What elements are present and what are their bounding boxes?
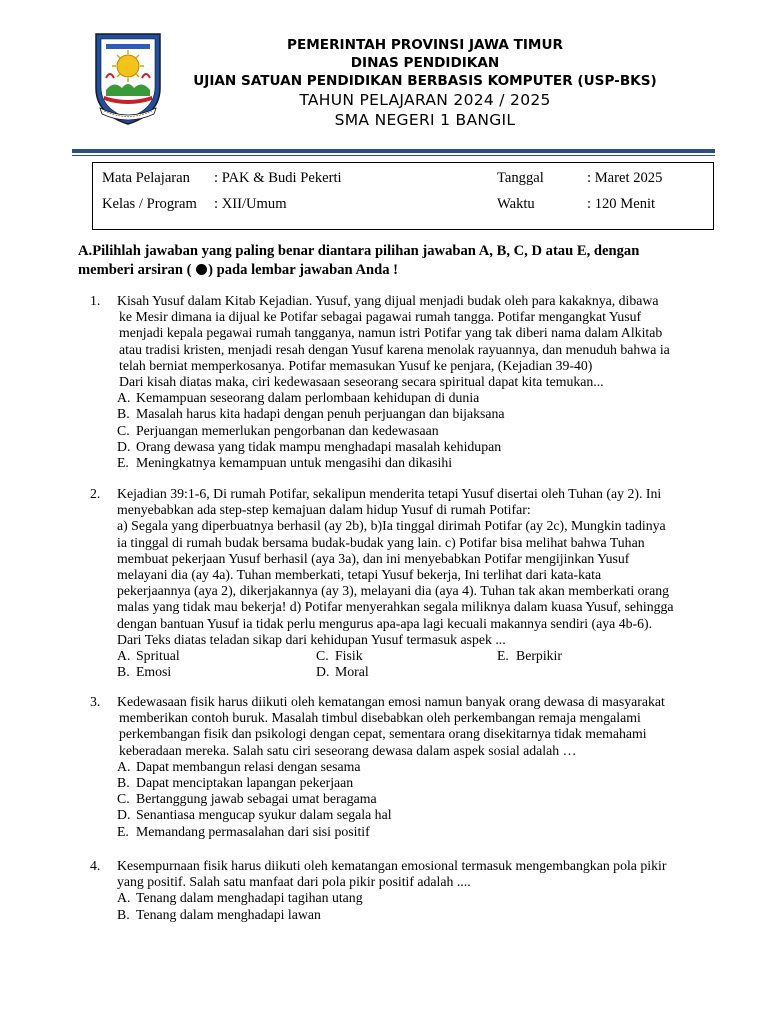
question-text-line: Dari kisah diatas maka, ciri kedewasaan seseorang secara spiritual dapat kita temukan... — [119, 374, 604, 390]
instruction-line-1: A.Pilihlah jawaban yang paling benar diantara pilihan jawaban A, B, C, D atau E, dengan — [78, 243, 640, 259]
answer-option-c — [316, 648, 363, 664]
answer-option-b — [117, 907, 707, 923]
question-text-line: melayani dia (ay 4a). Tuhan memberkati, tetapi Yusuf bekerja, Ini terlihat dari kata-kata — [117, 567, 602, 583]
question-text-line: memberikan contoh buruk. Masalah timbul disebabkan oleh perkembangan remaja mengalami — [119, 710, 641, 726]
question-text-line: malas yang tidak mau bekerja! d) Potifar menyerahkan segala miliknya dalam kuasa Yusuf, sehingga — [117, 599, 674, 615]
answer-option-b — [117, 664, 172, 680]
exam-title: UJIAN SATUAN PENDIDIKAN BERBASIS KOMPUTER (USP-BKS) — [193, 73, 657, 89]
department-title: DINAS PENDIDIKAN — [350, 55, 500, 71]
question-text-line: Kejadian 39:1-6, Di rumah Potifar, sekalipun menderita tetapi Yusuf disertai oleh Tuhan (ay 2). Ini — [117, 486, 662, 501]
answer-option-c — [117, 423, 707, 439]
question-text-line: ke Mesir dimana ia dijual ke Potifar sebagai pagawai rumah tangga. Potifar mengangkat Yusuf — [119, 309, 642, 325]
answer-options-row-2 — [117, 664, 707, 680]
school-name: SMA NEGERI 1 BANGIL — [334, 111, 516, 129]
option-letter: C. — [316, 648, 329, 664]
header-divider-thick — [72, 149, 715, 153]
question-text-line: telah berniat memperkosanya. Potifar memasukan Yusuf ke penjara, (Kejadian 39-40) — [119, 357, 593, 373]
question-text-line: menyebabkan ada step-step kemajuan dalam hidup Yusuf di rumah Potifar: — [117, 502, 531, 518]
answer-options-row-1 — [117, 648, 707, 664]
subject-label: Mata Pelajaran — [102, 170, 190, 186]
option-letter: B. — [117, 406, 130, 422]
option-text: Berpikir — [516, 648, 562, 664]
option-text: Bertanggung jawab sebagai umat beragama — [136, 791, 377, 807]
option-letter: D. — [117, 438, 131, 454]
time-value: : 120 Menit — [587, 196, 656, 212]
question-number: 2. — [90, 486, 101, 501]
answer-option-d — [117, 807, 707, 823]
option-letter: C. — [117, 791, 130, 807]
option-letter: B. — [117, 775, 130, 791]
option-letter: D. — [117, 807, 131, 823]
header-divider-thin — [72, 155, 715, 156]
option-letter: E. — [117, 823, 129, 839]
option-text: Moral — [335, 664, 369, 680]
option-letter: E. — [497, 648, 509, 664]
option-text: Senantiasa mengucap syukur dalam segala hal — [136, 807, 392, 823]
option-text: Memandang permasalahan dari sisi positif — [136, 823, 370, 839]
instruction-line-2 — [78, 261, 698, 280]
option-text: Kemampuan seseorang dalam perlombaan kehidupan di dunia — [136, 390, 480, 406]
question-text-line: yang positif. Salah satu manfaat dari pola pikir positif adalah .... — [117, 874, 471, 890]
option-letter: A. — [117, 648, 131, 664]
option-text: Meningkatnya kemampuan untuk mengasihi dan dikasihi — [136, 455, 453, 471]
exam-info-box — [92, 162, 714, 230]
question-number: 3. — [90, 694, 101, 709]
instruction-text-after: ) pada lembar jawaban Anda ! — [208, 262, 399, 278]
question-text-line: membuat pekerjaan Yusuf berhasil (aya 3a), dan ini menyebabkan Potifar mengijinkan Yusuf — [117, 550, 630, 566]
question-text-line: perkembangan fisik dan psikologi dengan cepat, sementara orang disekitarnya tidak memahami — [119, 726, 647, 742]
answer-option-a — [117, 390, 707, 406]
question-text-line: Kesempurnaan fisik harus diikuti oleh kematangan emosional termasuk mengembangkan pola pikir — [117, 858, 667, 873]
answer-option-a — [117, 648, 180, 664]
option-letter: B. — [117, 906, 130, 922]
answer-option-e — [497, 648, 562, 664]
subject-value: : PAK & Budi Pekerti — [214, 170, 342, 186]
class-value: : XII/Umum — [214, 196, 287, 212]
answer-option-d — [117, 439, 707, 455]
question-text-line: Kisah Yusuf dalam Kitab Kejadian. Yusuf, yang dijual menjadi budak oleh para kakaknya, dibawa — [117, 293, 659, 308]
section-instruction — [78, 242, 698, 280]
option-letter: C. — [117, 422, 130, 438]
question-text-line: atau tradisi kristen, menjadi resah dengan Yusuf karena menolak rayuannya, dan menuduh bahwa ia — [119, 341, 670, 357]
option-text: Tenang dalam menghadapi lawan — [136, 906, 321, 922]
answer-option-a — [117, 759, 707, 775]
time-label: Waktu — [497, 196, 535, 212]
filled-circle-icon — [196, 264, 207, 275]
answer-option-b — [117, 775, 707, 791]
option-text: Spritual — [136, 648, 180, 664]
question-text-line: Kedewasaan fisik harus diikuti oleh kematangan emosi namun banyak orang dewasa di masyarakat — [117, 694, 665, 709]
date-value: : Maret 2025 — [587, 170, 663, 186]
answer-option-e — [117, 455, 707, 471]
question-number: 4. — [90, 858, 101, 873]
question-number: 1. — [90, 293, 101, 308]
question-text-line: dengan bantuan Yusuf ia tidak perlu mengurus apa-apa lagi kecuali makannya sendiri (aya 4b-6). — [117, 615, 653, 631]
option-text: Emosi — [136, 664, 172, 680]
option-letter: A. — [117, 390, 131, 406]
academic-year: TAHUN PELAJARAN 2024 / 2025 — [299, 91, 551, 109]
option-text: Fisik — [335, 648, 363, 664]
option-text: Masalah harus kita hadapi dengan penuh perjuangan dan bijaksana — [136, 406, 505, 422]
option-letter: A. — [117, 758, 131, 774]
answer-option-e — [117, 824, 707, 840]
option-letter: B. — [117, 664, 130, 680]
question-text-line: ia tinggal di rumah budak bersama budak-budak yang lain. c) Potifar bisa melihat bahwa Tuhan — [117, 534, 645, 550]
question-text-line: keberadaan mereka. Salah satu ciri seseorang dewasa dalam aspek sosial adalah … — [119, 742, 577, 758]
option-text: Dapat menciptakan lapangan pekerjaan — [136, 775, 354, 791]
question-text-line: Dari Teks diatas teladan sikap dari kehidupan Yusuf termasuk aspek ... — [117, 631, 506, 647]
option-letter: A. — [117, 890, 131, 906]
option-text: Tenang dalam menghadapi tagihan utang — [136, 890, 363, 906]
letterhead — [170, 36, 680, 130]
answer-option-c — [117, 791, 707, 807]
question-text-line: menjadi kepala pegawai rumah tangganya, namun istri Potifar yang tak diberi nama dalam Alkitab — [119, 325, 663, 341]
answer-option-b — [117, 406, 707, 422]
question-text-line: a) Segala yang diperbuatnya berhasil (ay 2b), b)Ia tinggal dirimah Potifar (ay 2c), Mungkin tadinya — [117, 518, 666, 534]
date-label: Tanggal — [497, 170, 544, 186]
province-emblem-logo — [92, 30, 164, 126]
question-text-line: pekerjaannya (aya 2), dikerjakannya (ay 3), melayani dia (aya 4). Tuhan tak akan memberkati orang — [117, 583, 670, 599]
answer-option-a — [117, 890, 707, 906]
instruction-text-before: memberi arsiran ( — [78, 262, 192, 278]
class-label: Kelas / Program — [102, 196, 197, 212]
option-text: Dapat membangun relasi dengan sesama — [136, 758, 361, 774]
answer-option-d — [316, 664, 369, 680]
option-letter: E. — [117, 455, 129, 471]
government-title: PEMERINTAH PROVINSI JAWA TIMUR — [287, 37, 563, 53]
option-text: Perjuangan memerlukan pengorbanan dan kedewasaan — [136, 422, 439, 438]
option-text: Orang dewasa yang tidak mampu menghadapi masalah kehidupan — [136, 438, 502, 454]
option-letter: D. — [316, 664, 330, 680]
